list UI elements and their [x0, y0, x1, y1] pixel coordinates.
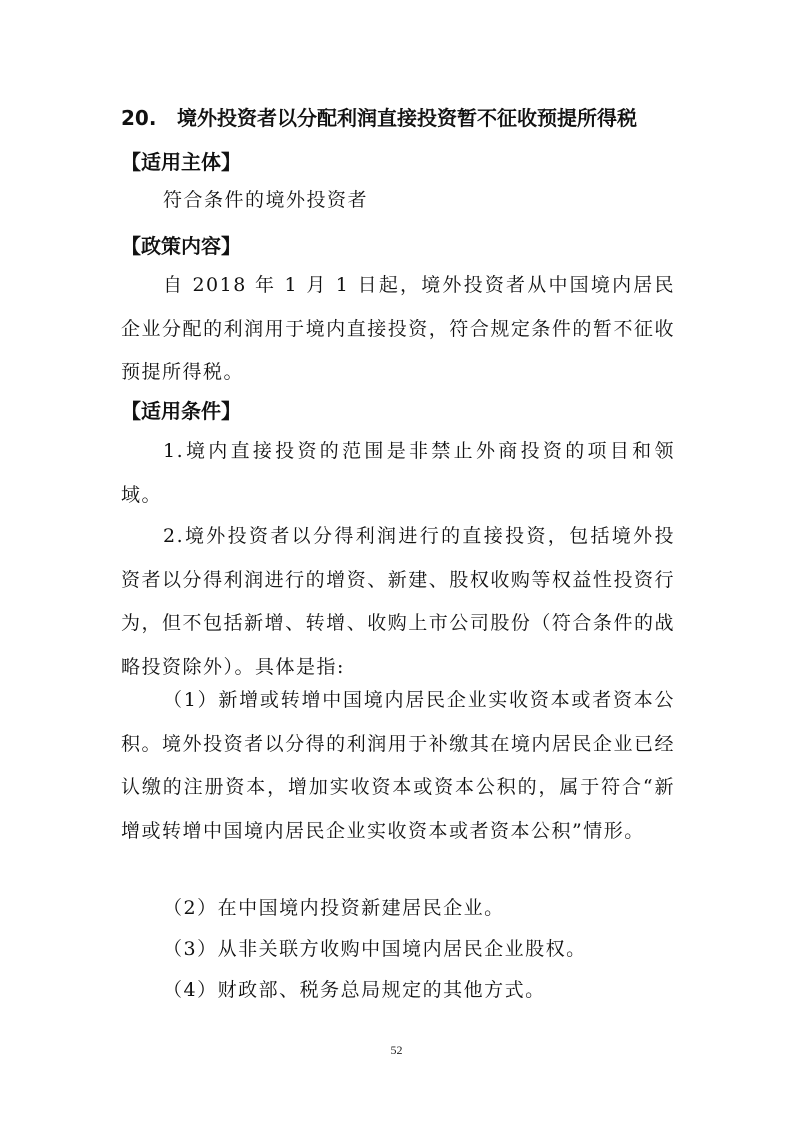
section-title-text: 境外投资者以分配利润直接投资暂不征收预提所得税 — [177, 106, 637, 130]
heading-policy-content: 【政策内容】 — [121, 234, 241, 258]
policy-content-text: 自 2018 年 1 月 1 日起，境外投资者从中国境内居民企业分配的利润用于境内直接投资，符合规定条件的暂不征收预提所得税。 — [121, 274, 675, 383]
condition-sub-item-1: （1）新增或转增中国境内居民企业实收资本或者资本公积。境外投资者以分得的利润用于补缴其在境内居民企业已经认缴的注册资本，增加实收资本或资本公积的，属于符合“新增或转增中国境内居民企业实收资本或者资本公积”情形。 — [121, 689, 675, 842]
applicable-subject-text: 符合条件的境外投资者 — [163, 189, 369, 211]
condition-sub-item-2: （2）在中国境内投资新建居民企业。 — [163, 897, 505, 919]
condition-sub-item-4: （4）财政部、税务总局规定的其他方式。 — [163, 979, 546, 1001]
condition-item-1: 1.境内直接投资的范围是非禁止外商投资的项目和领域。 — [121, 440, 675, 506]
page-number: 52 — [390, 1043, 403, 1057]
condition-item-2: 2.境外投资者以分得利润进行的直接投资，包括境外投资者以分得利润进行的增资、新建、股权收购等权益性投资行为，但不包括新增、转增、收购上市公司股份（符合条件的战略投资除外）。具体是指: — [121, 525, 675, 678]
heading-conditions: 【适用条件】 — [121, 399, 241, 423]
heading-applicable-subject: 【适用主体】 — [121, 150, 241, 174]
section-number: 20. — [121, 106, 157, 130]
condition-sub-item-3: （3）从非关联方收购中国境内居民企业股权。 — [163, 938, 587, 960]
section-title — [121, 102, 681, 134]
